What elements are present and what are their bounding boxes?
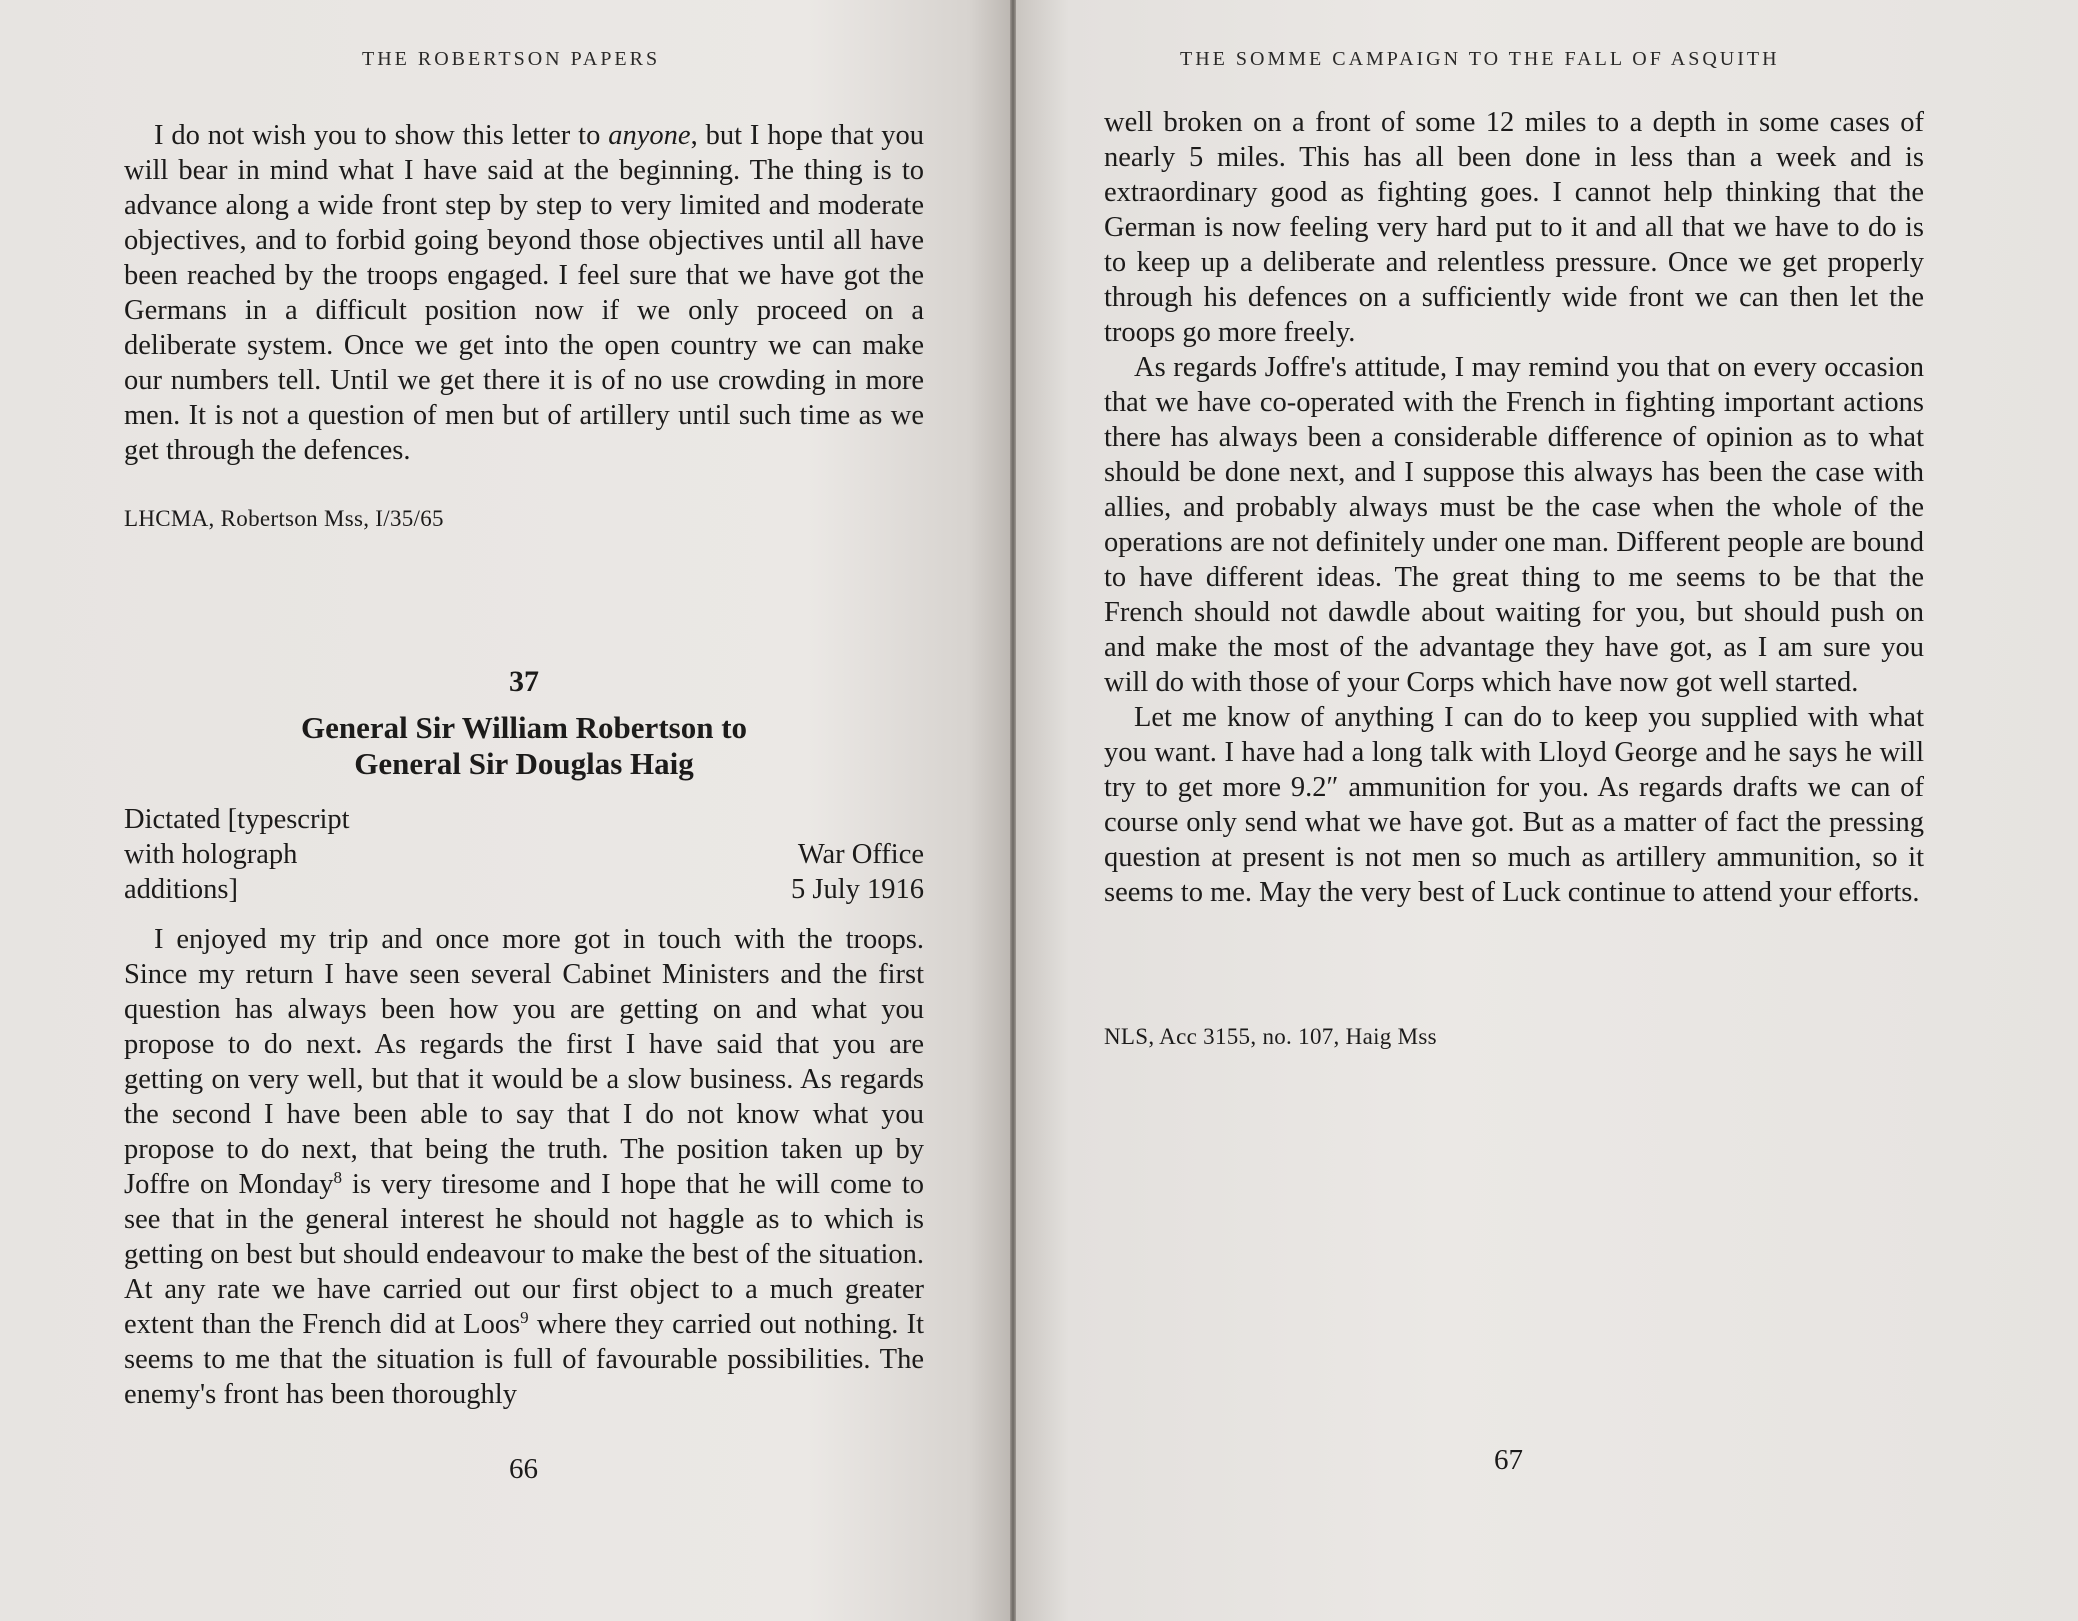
meta-line: with holograph [124, 839, 298, 870]
paragraph: well broken on a front of some 12 miles to a depth in some cases of nearly 5 miles. This has all been done in less than a week and is extraordinary good as fighting goes. I cannot help thinking that the German is now feeling very hard put to it and all that we have to do is to keep up a deliberate and relentless pressure. Once we get properly through his defences on a sufficiently wide front we can then let the troops go more freely. [1104, 107, 1924, 348]
source-citation-right: NLS, Acc 3155, no. 107, Haig Mss [1104, 1024, 1437, 1049]
letter-body [124, 922, 924, 1412]
text-run: I enjoyed my trip and once more got in touch with the troops. Since my return I have seen several Cabinet Ministers and the first question has always been how you are getting on and what you propose to do next. As regards the first I have said that you are getting on very well, but that it would be a slow business. As regards the second I have been able to say that I do not know what you propose to do next, that being the truth. The position taken up by Joffre on Monday [124, 924, 924, 1200]
text-run: is very tiresome and I hope that he will come to see that in the general interest he should not haggle as to which is getting on best but should endeavour to make the best of the situation. At any rate we have carried out our first object to a much greater extent than the French did at Loos [124, 1169, 924, 1340]
running-head-left: THE ROBERTSON PAPERS [362, 48, 661, 70]
page-number-left: 66 [509, 1453, 538, 1485]
letter-continuation [1104, 105, 1924, 910]
paragraph [124, 922, 924, 1412]
document-title [124, 710, 924, 782]
right-page [1016, 0, 2078, 1621]
paragraph: Let me know of anything I can do to keep you supplied with what you want. I have had a long talk with Lloyd George and he says he will try to get more 9.2″ ammunition for you. As regards drafts we can of course only send what we have got. But as a matter of fact the pressing question at present is not men so much as artillery ammunition, so it seems to me. May the very best of Luck continue to attend your efforts. [1104, 702, 1924, 908]
footnote-ref: 9 [520, 1308, 529, 1327]
text-run: I do not wish you to show this letter to [154, 120, 609, 151]
place: War Office [797, 839, 924, 870]
meta-line: additions] [124, 874, 238, 905]
emphasis: anyone [608, 120, 691, 151]
document-type [124, 802, 350, 907]
date: 5 July 1916 [790, 874, 924, 905]
letter-continuation [124, 118, 924, 468]
title-line: General Sir Douglas Haig [354, 746, 694, 781]
source-citation-left: LHCMA, Robertson Mss, I/35/65 [124, 506, 444, 531]
text-run: , but I hope that you will bear in mind what I have said at the beginning. The thing is to advance along a wide front step by step to very limited and moderate objectives, and to forbid going beyond those objectives until all have been reached by the troops engaged. I feel sure that we have got the Germans in a difficult position now if we only proceed on a deliberate system. Once we get into the open country we can make our numbers tell. Until we get there it is of no use crowding in more men. It is not a question of men but of artillery until such time as we get through the defences. [124, 120, 925, 466]
title-line: General Sir William Robertson to [300, 710, 748, 745]
paragraph: As regards Joffre's attitude, I may remind you that on every occasion that we have co-operated with the French in fighting important actions there has always been a considerable difference of opinion as to what should be done next, and I suppose this always has been the case with allies, and probably always must be the case when the whole of the operations are not definitely under one man. Different people are bound to have different ideas. The great thing to me seems to be that the French should not dawdle about waiting for you, but should push on and make the most of the advantage they have got, as I am sure you will do with those of your Corps which have now got well started. [1104, 352, 1924, 698]
footnote-ref: 8 [333, 1168, 342, 1187]
left-page [0, 0, 1010, 1621]
running-head-right: THE SOMME CAMPAIGN TO THE FALL OF ASQUITH [1180, 48, 1780, 70]
place-and-date [791, 837, 924, 907]
paragraph [124, 118, 924, 468]
page-number-right: 67 [1494, 1444, 1523, 1476]
text-run: where they carried out nothing. It seems to me that the situation is full of favourable possibilities. The enemy's front has been thoroughly [124, 1309, 924, 1410]
document-number: 37 [509, 665, 539, 698]
meta-line: Dictated [typescript [124, 804, 350, 835]
